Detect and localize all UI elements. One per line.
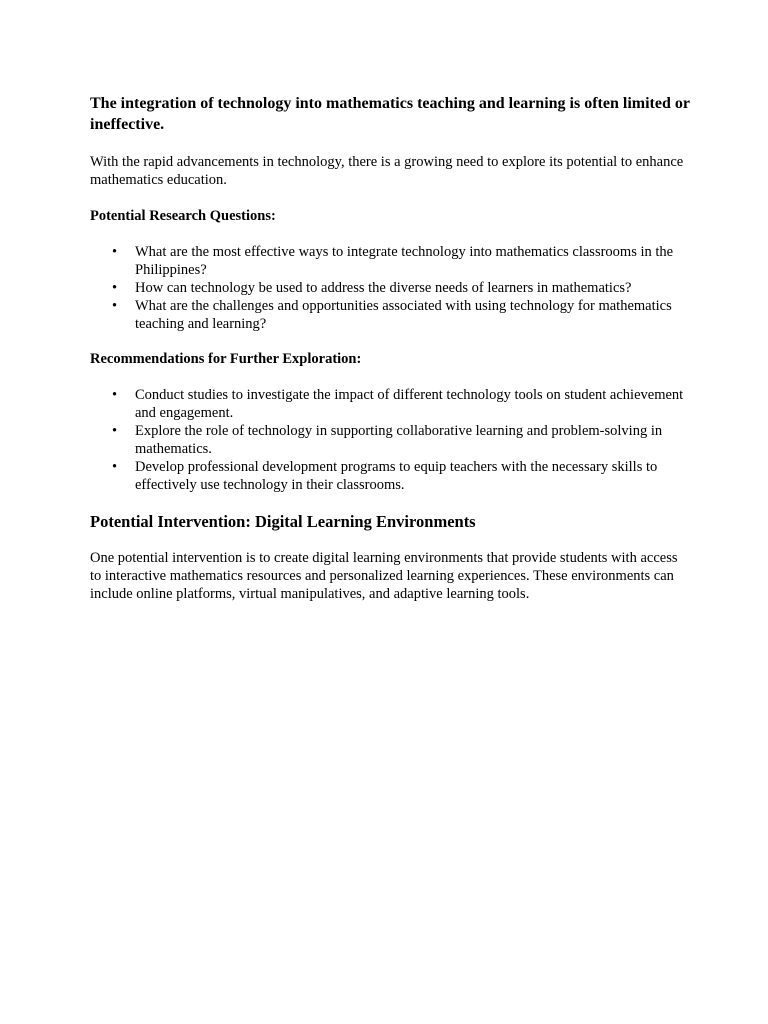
- intro-paragraph: With the rapid advancements in technology, there is a growing need to explore its potential to enhance mathematics education.: [90, 154, 684, 188]
- intervention-paragraph: One potential intervention is to create digital learning environments that provide students with access to interactive mathematics resources and personalized learning experiences. These environments can include online platforms, virtual manipulatives, and adaptive learning tools.: [90, 550, 678, 602]
- list-item-text: Conduct studies to investigate the impact of different technology tools on student achievement and engagement.: [135, 387, 684, 421]
- bullet-icon: •: [112, 459, 118, 475]
- bullet-icon: •: [112, 298, 118, 314]
- list-item: [90, 243, 690, 279]
- recommendations-list: [90, 386, 690, 494]
- recommendations-heading: Recommendations for Further Exploration:: [90, 351, 362, 367]
- list-item-text: How can technology be used to address the diverse needs of learners in mathematics?: [135, 280, 632, 296]
- list-item-text: Explore the role of technology in supporting collaborative learning and problem-solving in mathematics.: [135, 423, 663, 457]
- bullet-icon: •: [112, 280, 118, 296]
- document-page: [90, 93, 690, 603]
- research-questions-heading: Potential Research Questions:: [90, 208, 276, 224]
- list-item-text: What are the most effective ways to integrate technology into mathematics classrooms in the Philippines?: [135, 244, 674, 278]
- list-item: [90, 279, 690, 297]
- research-questions-list: [90, 243, 690, 333]
- bullet-icon: •: [112, 387, 118, 403]
- list-item: [90, 386, 690, 422]
- list-item-text: Develop professional development programs to equip teachers with the necessary skills to effectively use technology in their classrooms.: [135, 459, 658, 493]
- bullet-icon: •: [112, 423, 118, 439]
- bullet-icon: •: [112, 244, 118, 260]
- list-item-text: What are the challenges and opportunities associated with using technology for mathematics teaching and learning?: [135, 298, 672, 332]
- document-title: The integration of technology into mathematics teaching and learning is often limited or ineffective.: [90, 95, 690, 133]
- list-item: [90, 422, 690, 458]
- list-item: [90, 297, 690, 333]
- intervention-heading: Potential Intervention: Digital Learning Environments: [90, 512, 476, 531]
- list-item: [90, 458, 690, 494]
